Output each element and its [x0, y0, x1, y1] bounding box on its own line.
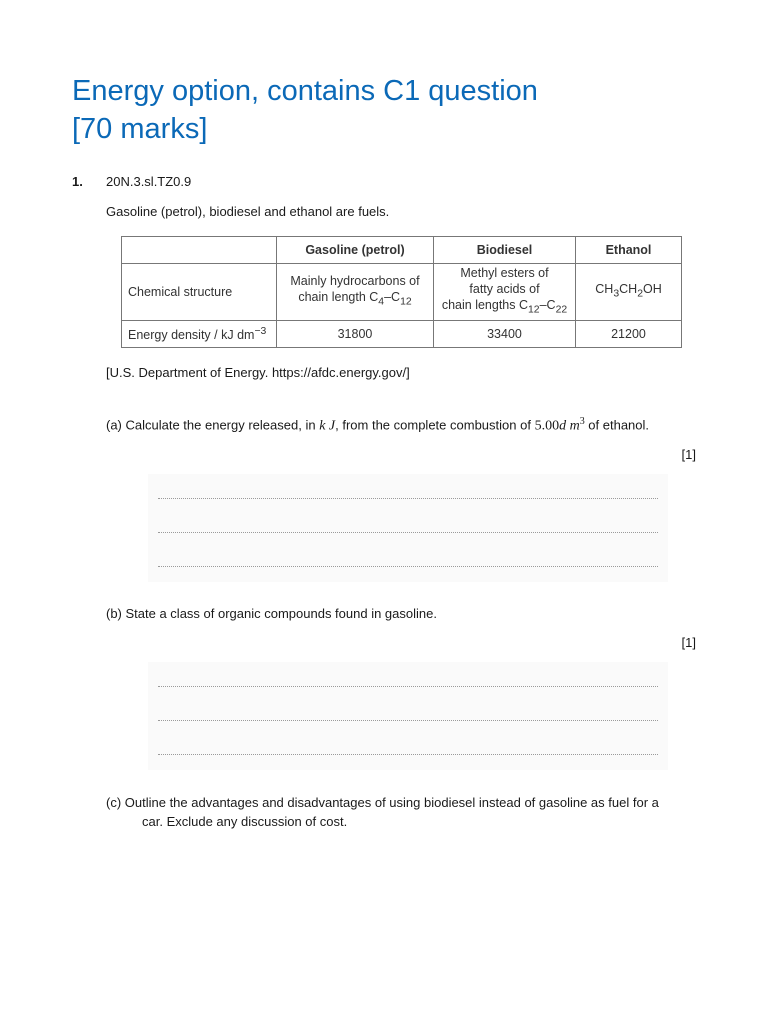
table-row — [122, 321, 682, 348]
answer-line[interactable] — [158, 720, 658, 721]
part-a-amount-unit: d m — [559, 418, 580, 434]
answer-line[interactable] — [158, 498, 658, 499]
part-c-prompt — [106, 793, 706, 831]
ethanol-formula-sub: 3 — [613, 288, 620, 300]
part-a-amount: 5.00 — [534, 418, 560, 434]
table-header-row — [122, 237, 682, 264]
answer-line[interactable] — [158, 566, 658, 567]
fuel-table — [121, 236, 682, 348]
part-b-marks: [1] — [681, 635, 696, 650]
table-header-gasoline: Gasoline (petrol) — [277, 237, 434, 264]
cell-ethanol-energy: 21200 — [576, 321, 682, 348]
table-row — [122, 264, 682, 321]
answer-line[interactable] — [158, 532, 658, 533]
biodiesel-sub-2: 22 — [555, 304, 568, 316]
title-line-1: Energy option, contains C1 question — [72, 75, 538, 107]
biodiesel-structure-line2: fatty acids of — [469, 282, 540, 297]
gasoline-structure-line2: chain length C — [298, 290, 379, 305]
row-label-energy-density — [122, 321, 277, 348]
cell-ethanol-structure — [576, 264, 682, 321]
part-a-amount-sup: 3 — [579, 416, 585, 427]
part-a-prefix: (a) Calculate the energy released, in — [106, 417, 320, 433]
energy-density-sup: −3 — [254, 325, 267, 337]
question-intro: Gasoline (petrol), biodiesel and ethanol are fuels. — [106, 204, 390, 219]
energy-density-label: Energy density / kJ dm — [128, 328, 255, 343]
page-title — [72, 72, 692, 148]
ethanol-formula-part: CH — [619, 282, 638, 297]
part-c-line1: (c) Outline the advantages and disadvantages of using biodiesel instead of gasoline as fuel for a — [106, 795, 659, 810]
table-header-empty — [122, 237, 277, 264]
gasoline-sub-2: 12 — [400, 296, 412, 308]
source-citation: [U.S. Department of Energy. https://afdc.energy.gov/] — [106, 365, 410, 380]
question-code: 20N.3.sl.TZ0.9 — [106, 174, 192, 189]
cell-gasoline-energy: 31800 — [277, 321, 434, 348]
title-line-2: [70 marks] — [72, 113, 208, 145]
biodiesel-structure-line1: Methyl esters of — [460, 266, 549, 281]
question-number: 1. — [72, 174, 83, 189]
ethanol-formula-part: CH — [595, 282, 614, 297]
part-b-answer-area[interactable] — [148, 662, 668, 770]
answer-line[interactable] — [158, 754, 658, 755]
cell-gasoline-structure — [277, 264, 434, 321]
table-header-ethanol: Ethanol — [576, 237, 682, 264]
part-a-unit: k J — [319, 418, 336, 434]
gasoline-sub-1: 4 — [378, 296, 385, 308]
answer-line[interactable] — [158, 686, 658, 687]
table-header-biodiesel: Biodiesel — [434, 237, 576, 264]
part-a-prompt — [106, 412, 649, 435]
part-b-prompt: (b) State a class of organic compounds found in gasoline. — [106, 606, 437, 621]
gasoline-structure-line1: Mainly hydrocarbons of — [290, 274, 420, 289]
biodiesel-dash: –C — [539, 298, 556, 313]
gasoline-dash: –C — [384, 290, 401, 305]
ethanol-formula-sub: 2 — [637, 288, 643, 300]
part-a-middle: , from the complete combustion of — [335, 417, 535, 433]
biodiesel-sub-1: 12 — [528, 304, 540, 316]
biodiesel-structure-line3: chain lengths C — [441, 298, 529, 313]
part-a-marks: [1] — [681, 447, 696, 462]
cell-biodiesel-structure — [434, 264, 576, 321]
part-a-suffix: of ethanol. — [584, 417, 650, 433]
part-a-answer-area[interactable] — [148, 474, 668, 582]
ethanol-formula-part: OH — [642, 282, 662, 297]
row-label-chemical-structure: Chemical structure — [122, 264, 277, 321]
part-c-line2: car. Exclude any discussion of cost. — [142, 814, 348, 829]
cell-biodiesel-energy: 33400 — [434, 321, 576, 348]
